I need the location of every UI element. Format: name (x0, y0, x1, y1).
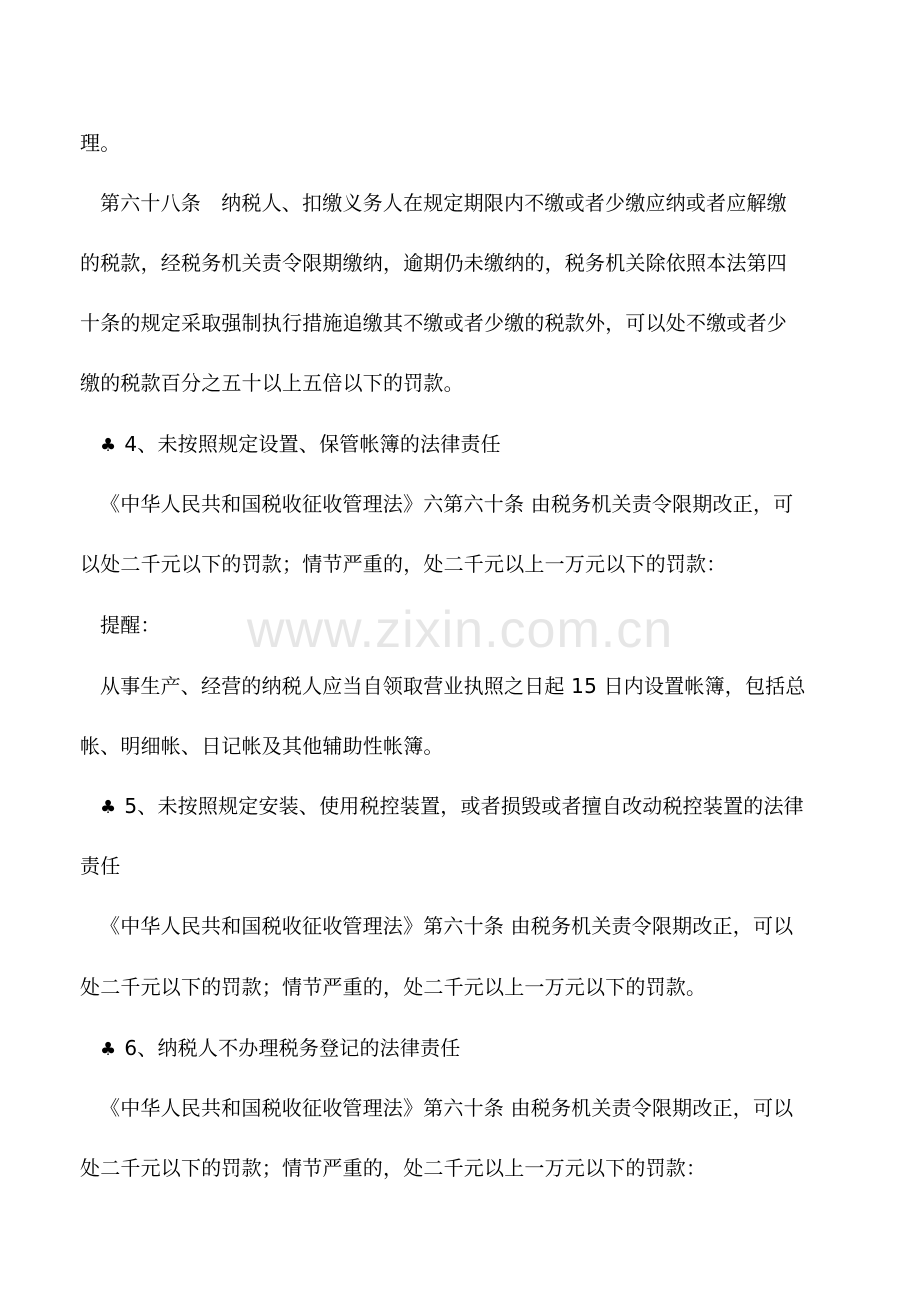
club-bullet-icon: ♣ (100, 797, 117, 818)
watermark: www.zixin.com.cn (246, 601, 674, 659)
section-5-title-cont: 责任 (80, 854, 121, 878)
article-68-line-1: 第六十八条 纳税人、扣缴义务人在规定期限内不缴或者少缴应纳或者应解缴 (100, 191, 787, 215)
club-bullet-icon: ♣ (100, 1039, 117, 1060)
section-6-title: 6、纳税人不办理税务登记的法律责任 (124, 1036, 461, 1060)
article-68-line-3: 十条的规定采取强制执行措施追缴其不缴或者少缴的税款外，可以处不缴或者少 (80, 311, 787, 335)
law-citation-line-2: 以处二千元以下的罚款；情节严重的，处二千元以上一万元以下的罚款： (80, 552, 727, 576)
section-6-heading (100, 1035, 460, 1063)
law-citation-5-line-2: 处二千元以下的罚款；情节严重的，处二千元以上一万元以下的罚款。 (80, 975, 707, 999)
law-citation-line-1: 《中华人民共和国税收征收管理法》六第六十条 由税务机关责令限期改正，可 (100, 492, 794, 516)
section-5-heading (100, 793, 804, 821)
article-68-line-4: 缴的税款百分之五十以上五倍以下的罚款。 (80, 371, 464, 395)
reminder-line-2: 帐、明细帐、日记帐及其他辅助性帐簿。 (80, 734, 444, 758)
club-bullet-icon: ♣ (100, 435, 117, 456)
law-citation-6-line-2: 处二千元以下的罚款；情节严重的，处二千元以上一万元以下的罚款： (80, 1156, 707, 1180)
section-4-title: 4、未按照规定设置、保管帐簿的法律责任 (124, 432, 501, 456)
article-68-line-2: 的税款，经税务机关责令限期缴纳，逾期仍未缴纳的，税务机关除依照本法第四 (80, 251, 787, 275)
reminder-label: 提醒： (100, 613, 161, 637)
section-4-heading (100, 431, 501, 459)
text-line: 理。 (80, 131, 121, 155)
reminder-line-1: 从事生产、经营的纳税人应当自领取营业执照之日起 15 日内设置帐簿，包括总 (100, 674, 806, 698)
law-citation-6-line-1: 《中华人民共和国税收征收管理法》第六十条 由税务机关责令限期改正，可以 (100, 1096, 794, 1120)
section-5-title: 5、未按照规定安装、使用税控装置，或者损毁或者擅自改动税控装置的法律 (124, 794, 804, 818)
law-citation-5-line-1: 《中华人民共和国税收征收管理法》第六十条 由税务机关责令限期改正，可以 (100, 914, 794, 938)
